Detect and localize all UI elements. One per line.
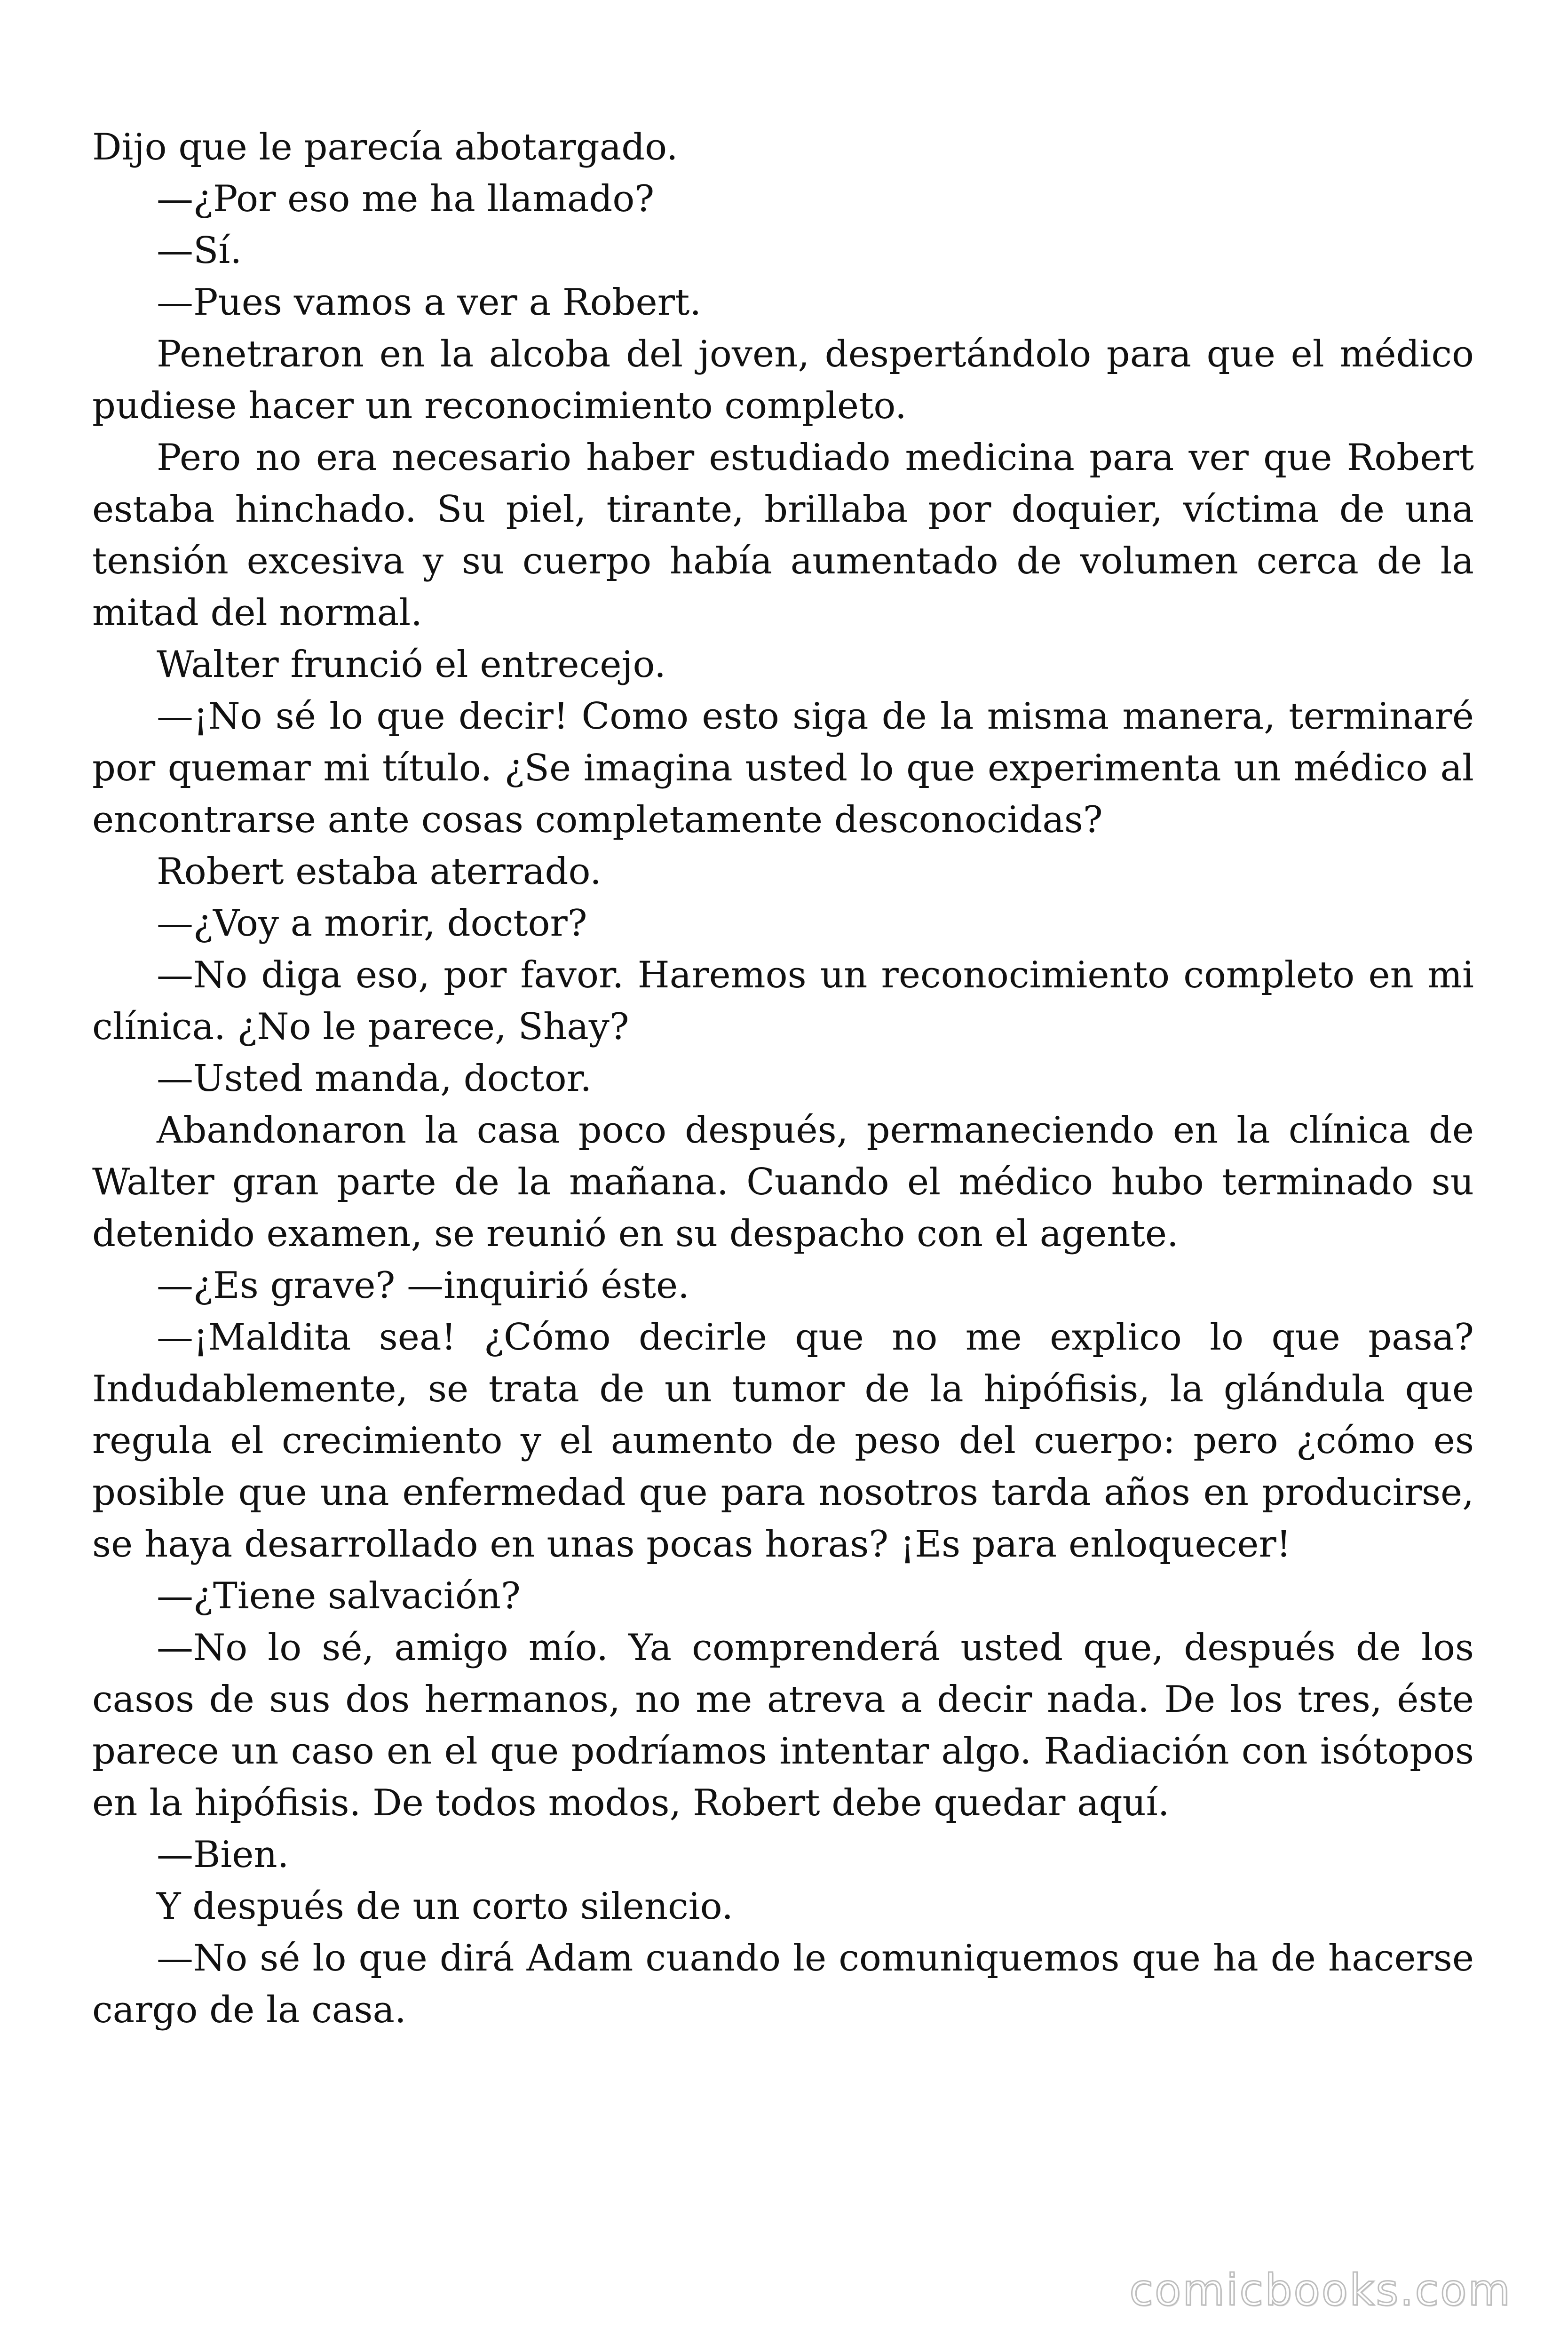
paragraph-12: —Usted manda, doctor. <box>157 1057 592 1100</box>
paragraph-20: —No sé lo que dirá Adam cuando le comuniquemos que ha de hacerse cargo de la casa. <box>92 1937 1474 2031</box>
paragraph-18: —Bien. <box>157 1834 289 1876</box>
paragraph-17: —No lo sé, amigo mío. Ya comprenderá usted que, después de los casos de sus dos hermanos, no me atreva a decir nada. De los tres, éste parece un caso en el que podríamos intentar algo. Radiación con isótopos en la hipófisis. De todos modos, Robert debe quedar aquí. <box>92 1627 1474 1824</box>
paragraph-16: —¿Tiene salvación? <box>157 1575 521 1617</box>
paragraph-5: Penetraron en la alcoba del joven, despertándolo para que el médico pudiese hacer un reconocimiento completo. <box>92 333 1474 427</box>
paragraph-9: Robert estaba aterrado. <box>157 850 602 893</box>
paragraph-1: Dijo que le parecía abotargado. <box>92 126 678 168</box>
paragraph-4: —Pues vamos a ver a Robert. <box>157 281 702 324</box>
paragraph-11: —No diga eso, por favor. Haremos un reconocimiento completo en mi clínica. ¿No le parece, Shay? <box>92 954 1474 1048</box>
paragraph-3: —Sí. <box>157 230 242 272</box>
paragraph-14: —¿Es grave? —inquirió éste. <box>157 1264 689 1307</box>
paragraph-7: Walter frunció el entrecejo. <box>157 644 666 686</box>
paragraph-19: Y después de un corto silencio. <box>157 1885 734 1928</box>
page-body <box>92 121 1474 2036</box>
site-watermark: comicbooks.com <box>1129 2265 1512 2315</box>
paragraph-6: Pero no era necesario haber estudiado medicina para ver que Robert estaba hinchado. Su piel, tirante, brillaba por doquier, víctima de una tensión excesiva y su cuerpo había aumentado de volumen cerca de la mitad del normal. <box>92 437 1474 634</box>
paragraph-10: —¿Voy a morir, doctor? <box>157 902 587 945</box>
paragraph-15: —¡Maldita sea! ¿Cómo decirle que no me explico lo que pasa? Indudablemente, se trata de un tumor de la hipófisis, la glándula que regula el crecimiento y el aumento de peso del cuerpo: pero ¿cómo es posible que una enfermedad que para nosotros tarda años en producirse, se haya desarrollado en unas pocas horas? ¡Es para enloquecer! <box>92 1316 1474 1565</box>
paragraph-13: Abandonaron la casa poco después, permaneciendo en la clínica de Walter gran parte de la mañana. Cuando el médico hubo terminado su detenido examen, se reunió en su despacho con el agente. <box>92 1109 1474 1255</box>
paragraph-2: —¿Por eso me ha llamado? <box>157 178 655 220</box>
paragraph-8: —¡No sé lo que decir! Como esto siga de la misma manera, terminaré por quemar mi título. ¿Se imagina usted lo que experimenta un médico al encontrarse ante cosas completamente desconocidas? <box>92 695 1474 841</box>
